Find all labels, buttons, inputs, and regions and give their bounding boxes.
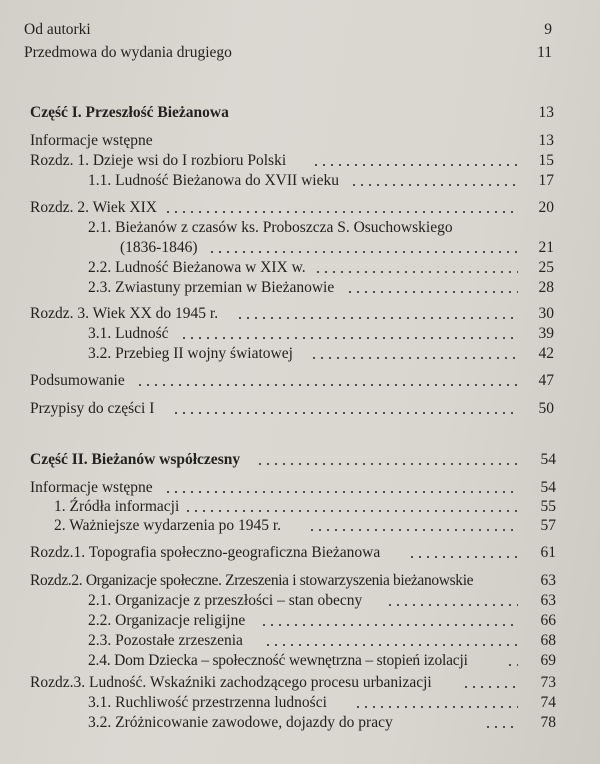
toc-entry: [30, 672, 556, 694]
dot-leader: [256, 463, 518, 465]
toc-entry-page: 78: [540, 714, 556, 731]
toc-entry-title: 1.1. Ludność Bieżanowa do XVII wieku: [88, 172, 339, 189]
dot-leader: [312, 164, 518, 166]
toc-entry-page: 13: [538, 132, 554, 149]
toc-entry-page: 17: [538, 172, 554, 189]
toc-entry-title: 2.1. Organizacje z przeszłości – stan obecny: [88, 592, 363, 609]
toc-subentry: [88, 630, 556, 652]
toc-entry-page: 54: [540, 479, 556, 496]
dot-leader: [346, 291, 518, 293]
toc-entry-page: 74: [540, 694, 556, 711]
toc-entry-title: 3.1. Ludność: [88, 325, 169, 342]
toc-subentry: [88, 610, 556, 632]
dot-leader: [314, 271, 518, 273]
toc-entry-page: 47: [538, 372, 554, 389]
toc-subentry: [88, 712, 556, 734]
toc-part-heading: [30, 449, 556, 471]
toc-entry-page: 30: [538, 305, 554, 322]
toc-subentry: [54, 515, 556, 537]
toc-entry-page: 69: [540, 652, 556, 669]
toc-entry-title: (1836-1846): [120, 239, 198, 256]
toc-entry-title: Informacje wstępne: [30, 132, 153, 149]
toc-entry: [30, 303, 554, 325]
toc-entry-title: Informacje wstępne: [30, 479, 153, 496]
dot-leader: [260, 624, 518, 626]
toc-entry: [30, 150, 554, 172]
toc-entry-page: 25: [538, 259, 554, 276]
dot-leader: [350, 184, 518, 186]
dot-leader: [208, 251, 518, 253]
dot-leader: [408, 556, 518, 558]
dot-leader: [164, 491, 518, 493]
toc-entry-page: 50: [538, 400, 554, 417]
toc-entry: [24, 42, 552, 64]
toc-entry: [24, 19, 552, 41]
toc-entry-page: 68: [540, 632, 556, 649]
toc-subentry: [88, 343, 554, 365]
toc-entry-page: 13: [538, 104, 554, 121]
dot-leader: [506, 664, 518, 666]
toc-entry-title: Od autorki: [24, 21, 91, 38]
toc-entry-page: 42: [538, 345, 554, 362]
toc-entry-page: 39: [538, 325, 554, 342]
toc-subentry: [88, 257, 554, 279]
toc-subentry: [88, 217, 554, 239]
dot-leader: [386, 604, 518, 606]
dot-leader: [164, 211, 518, 213]
dot-leader: [236, 317, 518, 319]
toc-entry-page: 55: [540, 498, 556, 515]
toc-subentry: [88, 650, 556, 672]
toc-entry-title: Część I. Przeszłość Bieżanowa: [30, 104, 229, 121]
toc-entry-title: Rozdz.3. Ludność. Wskaźniki zachodzącego procesu urbanizacji: [30, 674, 432, 691]
toc-entry-title: Rozdz.1. Topografia społeczno-geograficzna Bieżanowa: [30, 544, 381, 561]
toc-entry-title: Przypisy do części I: [30, 400, 155, 417]
toc-part-heading: [30, 102, 554, 124]
toc-entry: [30, 130, 554, 152]
toc-entry-title: 2.4. Dom Dziecka – społeczność wewnętrzna – stopień izolacji: [88, 652, 468, 669]
toc-entry: [30, 570, 556, 592]
toc-entry: [30, 197, 554, 219]
toc-entry-page: 63: [540, 572, 556, 589]
dot-leader: [462, 686, 518, 688]
dot-leader: [484, 726, 518, 728]
toc-entry-title: 2.3. Pozostałe zrzeszenia: [88, 632, 243, 649]
toc-subentry: [88, 692, 556, 714]
toc-entry-title: Przedmowa do wydania drugiego: [24, 44, 232, 61]
toc-entry-title: 2. Ważniejsze wydarzenia po 1945 r.: [54, 517, 282, 534]
dot-leader: [180, 337, 518, 339]
toc-entry-page: 9: [544, 21, 552, 38]
toc-entry-title: 3.2. Przebieg II wojny światowej: [88, 345, 293, 362]
dot-leader: [136, 384, 518, 386]
toc-entry-page: 21: [538, 239, 554, 256]
dot-leader: [308, 529, 518, 531]
toc-entry-title: Rozdz. 1. Dzieje wsi do I rozbioru Polski: [30, 152, 287, 169]
toc-entry-title: Rozdz. 3. Wiek XX do 1945 r.: [30, 305, 219, 322]
toc-subentry: [88, 590, 556, 612]
dot-leader: [184, 510, 518, 512]
toc-entry-page: 11: [537, 44, 552, 61]
toc-entry: [30, 542, 556, 564]
toc-entry-page: 20: [538, 199, 554, 216]
dot-leader: [354, 706, 518, 708]
toc-entry-title: 2.2. Ludność Bieżanowa w XIX w.: [88, 259, 306, 276]
dot-leader: [310, 357, 518, 359]
toc-entry: [30, 398, 554, 420]
toc-entry-title: 1. Źródła informacji: [54, 498, 180, 515]
toc-subentry-continuation: [120, 237, 554, 259]
toc-subentry: [88, 170, 554, 192]
toc-entry-page: 15: [538, 152, 554, 169]
toc-entry-page: 54: [540, 451, 556, 468]
toc-entry-page: 73: [540, 674, 556, 691]
toc-entry-title: 3.1. Ruchliwość przestrzenna ludności: [88, 694, 327, 711]
toc-entry-page: 57: [540, 517, 556, 534]
toc-entry-title: Rozdz. 2. Wiek XIX: [30, 199, 157, 216]
dot-leader: [264, 644, 518, 646]
dot-leader: [172, 412, 518, 414]
toc-entry-page: 66: [540, 612, 556, 629]
toc-entry-title: Część II. Bieżanów współczesny: [30, 451, 241, 468]
toc-entry-title: 2.2. Organizacje religijne: [88, 612, 246, 629]
toc-entry-page: 63: [540, 592, 556, 609]
toc-entry: [30, 370, 554, 392]
toc-entry-title: 2.3. Zwiastuny przemian w Bieżanowie: [88, 279, 335, 296]
toc-subentry: [88, 323, 554, 345]
toc-entry-title: Rozdz.2. Organizacje społeczne. Zrzeszenia i stowarzyszenia bieżanowskie: [30, 572, 474, 589]
toc-entry-title: 3.2. Zróżnicowanie zawodowe, dojazdy do pracy: [88, 714, 393, 731]
toc-subentry: [88, 277, 554, 299]
toc-entry-page: 61: [540, 544, 556, 561]
toc-entry-title: 2.1. Bieżanów z czasów ks. Proboszcza S. Osuchowskiego: [88, 219, 453, 236]
toc-entry-page: 28: [538, 279, 554, 296]
toc-entry-title: Podsumowanie: [30, 372, 125, 389]
